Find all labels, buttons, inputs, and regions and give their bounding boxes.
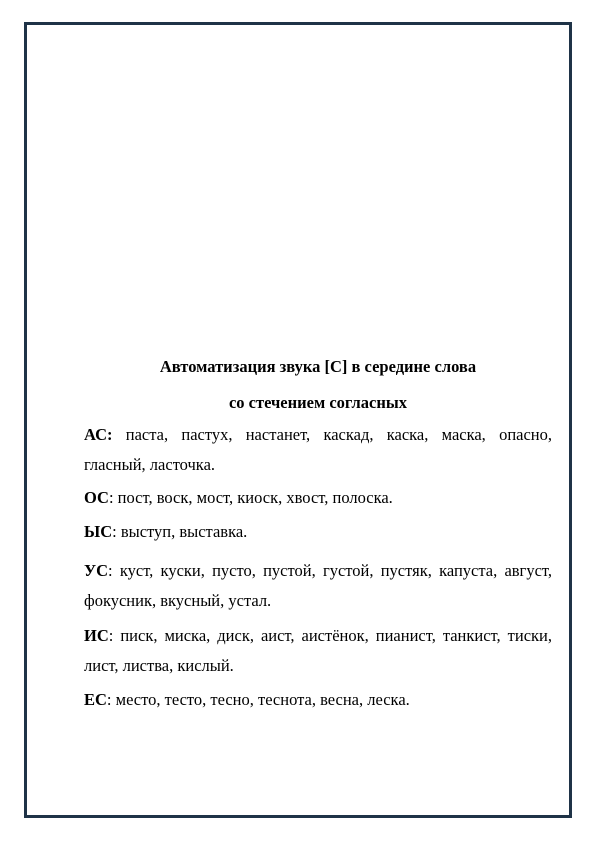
section-os [84,483,552,513]
section-words: : куст, куски, пусто, пустой, густой, пустяк, капуста, август, фокусник, вкусный, устал. [84,561,552,610]
section-label: АС: [84,425,113,444]
section-words: : пост, воск, мост, киоск, хвост, полоска. [108,488,393,507]
section-us [84,556,552,616]
section-words: : выступ, выставка. [112,522,248,541]
title-line-1: Автоматизация звука [С] в середине слова [159,357,477,376]
section-is [84,621,552,681]
section-words: : писк, миска, диск, аист, аистёнок, пианист, танкист, тиски, лист, листва, кислый. [84,626,552,675]
section-label: ЫС [84,522,113,541]
section-label: ЕС [84,690,107,709]
section-words: : место, тесто, тесно, теснота, весна, леска. [106,690,410,709]
section-label: ОС [84,488,109,507]
section-label: УС [84,561,109,580]
section-words: паста, пастух, настанет, каскад, каска, маска, опасно, гласный, ласточка. [84,425,552,474]
title-line-2: со стечением согласных [228,393,408,412]
section-label: ИС [84,626,109,645]
section-ys [84,517,552,547]
document-content [84,356,552,715]
section-es [84,685,552,715]
section-as [84,420,552,480]
